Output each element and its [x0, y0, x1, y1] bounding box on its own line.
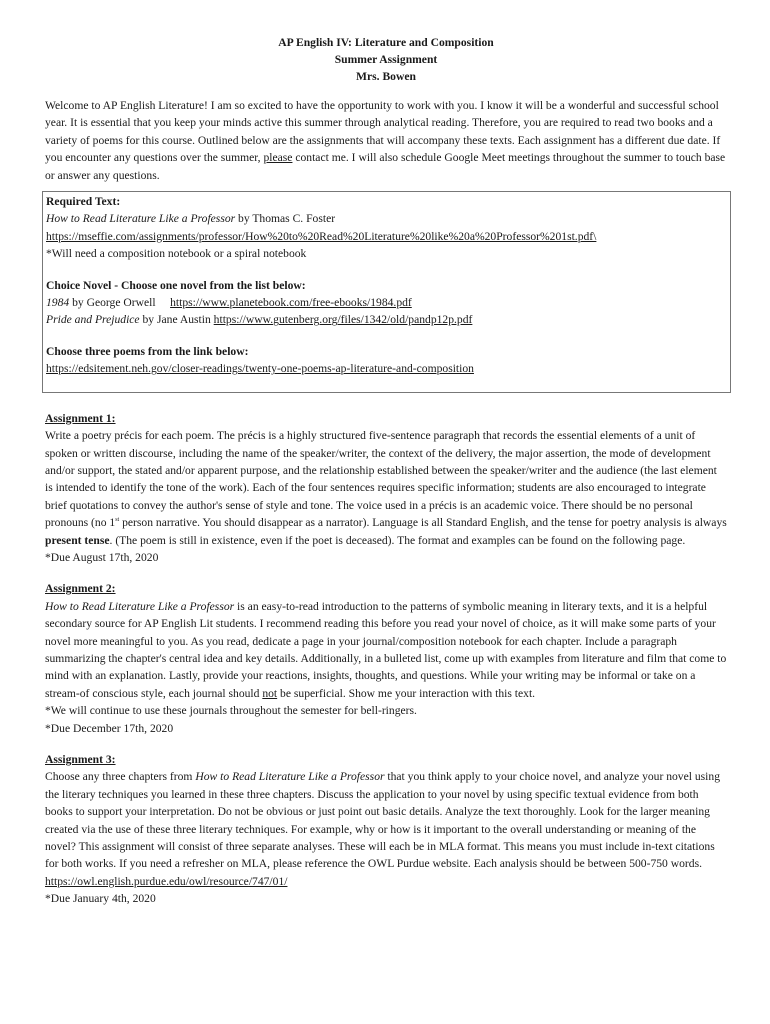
- required-text-heading: Required Text:: [46, 195, 121, 209]
- poems-link[interactable]: https://edsitement.neh.gov/closer-readings/twenty-one-poems-ap-literature-and-composition: [46, 362, 474, 376]
- assignment-3-body: Choose any three chapters from How to Read Literature Like a Professor that you think apply to your choice novel, and analyze your novel using the literary techniques you learned in these three chapters. Discuss the application to your novel by using specific textual evidence from both books to support your interpretation. Do not be obvious or just point out basic details. Analyze the text thoroughly. Look for the larger meaning created via the use of these three literary techniques. For example, why or how is it important to the overall understanding or meaning of the novel? This assignment will consist of three separate analyses. These will each be in MLA format. This means you must include in-text citations for both works. If you need a refresher on MLA, please reference the OWL Purdue website. Each analysis should be between 500-750 words.: [45, 770, 720, 871]
- assignments: [45, 410, 727, 908]
- required-book: How to Read Literature Like a Professor by Thomas C. Foster: [46, 212, 336, 226]
- novel-pride-prejudice-link[interactable]: https://www.gutenberg.org/files/1342/old/pandp12p.pdf: [213, 313, 473, 327]
- document-page: [45, 34, 727, 908]
- required-book-link[interactable]: https://mseffie.com/assignments/professor/How%20to%20Read%20Literature%20like%20a%20Professor%201st.pdf\: [46, 229, 597, 243]
- assignment-1: [45, 410, 727, 567]
- assignment-2: [45, 580, 727, 737]
- choice-novel-heading: Choice Novel - Choose one novel from the list below:: [46, 278, 306, 292]
- assignment-2-heading: Assignment 2:: [45, 582, 116, 596]
- assignment-title: Summer Assignment: [334, 53, 438, 66]
- novel-1984: 1984 by George Orwell https://www.planetebook.com/free-ebooks/1984.pdf: [46, 296, 412, 310]
- assignment-1-body: Write a poetry précis for each poem. The précis is a highly structured five-sentence paragraph that records the essential elements of a unit of spoken or written discourse, including the name of the speaker/writer, the context of the delivery, the major assertion, the mode of development and/or support, the stated and/or apparent purpose, and the relationship established between the speaker/writer and the audience (the last element is intended to identify the tone of the work). Each of the four sentences requires specific information; students are also encouraged to integrate brief quotations to convey the author's sense of style and tone. The voice used in a précis is an academic voice. There should be no personal pronouns (no 1st person narrative. You should disappear as a narrator). Language is all Standard English, and the tense for poetry analysis is always present tense. (The poem is still in existence, even if the poet is deceased). The format and examples can be found on the following page.: [45, 429, 727, 547]
- document-header: [45, 34, 727, 85]
- required-book-title: How to Read Literature Like a Professor: [46, 212, 236, 226]
- novel-pride-prejudice: Pride and Prejudice by Jane Austin https://www.gutenberg.org/files/1342/old/pandp12p.pdf: [46, 313, 473, 327]
- present-tense-bold: present tense: [45, 533, 110, 547]
- choice-novel-section: [46, 277, 727, 329]
- required-text-section: [46, 193, 727, 263]
- please-underlined: please: [263, 151, 293, 165]
- assignment-2-note: *We will continue to use these journals throughout the semester for bell-ringers.: [45, 704, 417, 718]
- notebook-note: *Will need a composition notebook or a spiral notebook: [46, 247, 307, 261]
- assignment-3-due: *Due January 4th, 2020: [45, 892, 156, 906]
- assignment-3-heading: Assignment 3:: [45, 753, 116, 766]
- assignment-2-due: *Due December 17th, 2020: [45, 721, 174, 735]
- teacher-name: Mrs. Bowen: [356, 70, 416, 83]
- assignment-2-body: How to Read Literature Like a Professor is an easy-to-read introduction to the patterns of symbolic meaning in literary texts, and it is a helpful secondary source for AP English Lit students. I recommend reading this before you read your novel of choice, as it will make some parts of your novel more meaningful to you. As you read, dedicate a page in your journal/composition notebook for each chapter. Include a paragraph summarizing the chapter's central idea and key details. Additionally, in a bulleted list, come up with examples from literature and film that come to mind with an explanation. Lastly, provide your reactions, insights, thoughts, and questions. While your writing may be informal or take on a stream-of conscious style, each journal should not be superficial. Show me your interaction with this text.: [45, 599, 727, 700]
- owl-purdue-link[interactable]: https://owl.english.purdue.edu/owl/resource/747/01/: [45, 874, 288, 888]
- poems-heading: Choose three poems from the link below:: [46, 344, 249, 358]
- assignment-3: [45, 751, 727, 908]
- course-title: AP English IV: Literature and Composition: [278, 36, 494, 49]
- not-underlined: not: [262, 686, 278, 700]
- texts-box: [42, 191, 731, 393]
- assignment-1-due: *Due August 17th, 2020: [45, 550, 159, 564]
- assignment-1-heading: Assignment 1:: [45, 411, 116, 425]
- novel-1984-link[interactable]: https://www.planetebook.com/free-ebooks/1984.pdf: [170, 296, 412, 310]
- intro-paragraph: Welcome to AP English Literature! I am so excited to have the opportunity to work with you. I know it will be a wonderful and successful school year. It is essential that you keep your minds active this summer through analytical reading. Therefore, you are required to read two books and a variety of poems for this course. Outlined below are the assignments that will accompany these texts. Each assignment has a different due date. If you encounter any questions over the summer, please contact me. I will also schedule Google Meet meetings throughout the summer to touch base or answer any questions.: [45, 99, 726, 182]
- poems-section: [46, 343, 727, 378]
